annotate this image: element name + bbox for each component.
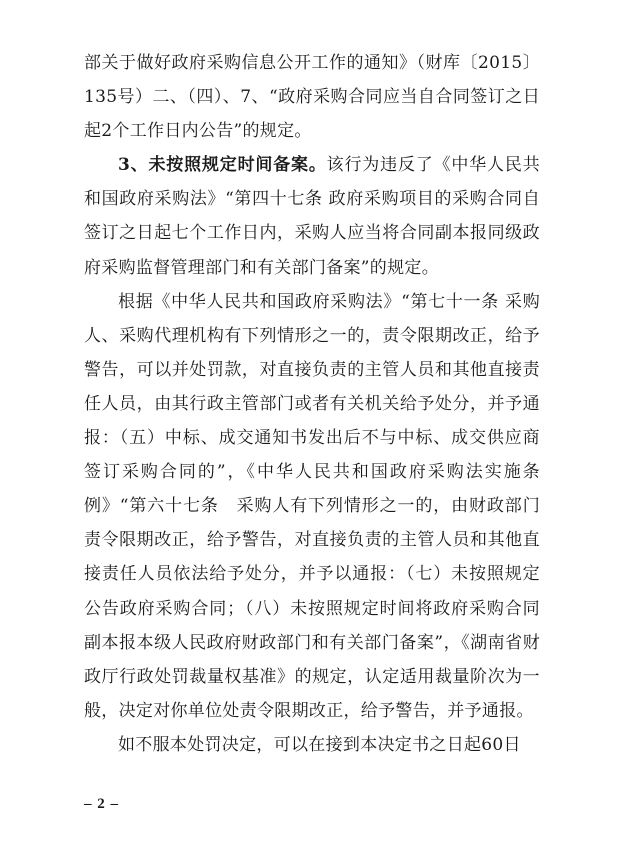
paragraph-text: 如不服本处罚决定，可以在接到本决定书之日起60日 — [118, 734, 521, 755]
page-number: – 2 – — [84, 796, 119, 812]
paragraph-heading: 3、未按照规定时间备案。 — [118, 155, 327, 176]
document-body — [84, 46, 540, 762]
paragraph-text: 该行为违反了《中华人民共和国政府采购法》“第四十七条 政府采购项目的采购合同自签订之日起七个工作日内，采购人应当将合同副本报同级政府采购监督管理部门和有关部门备案”的规定。 — [84, 155, 540, 278]
paragraph-item-3 — [84, 148, 540, 284]
paragraph-continuation — [84, 46, 540, 148]
paragraph-penalty-basis — [84, 285, 540, 728]
paragraph-appeal — [84, 728, 540, 762]
paragraph-text: 部关于做好政府采购信息公开工作的通知》（财库〔2015〕135号）二、（四）、7、“政府采购合同应当自合同签订之日起2个工作日内公告”的规定。 — [84, 53, 540, 142]
paragraph-text: 根据《中华人民共和国政府采购法》“第七十一条 采购人、采购代理机构有下列情形之一的，责令限期改正，给予警告，可以并处罚款，对直接负责的主管人员和其他直接责任人员，由其行政主管部门或者有关机关给予处分，并予通报：（五）中标、成交通知书发出后不与中标、成交供应商签订采购合同的”，《中华人民共和国政府采购法实施条例》“第六十七条 采购人有下列情形之一的，由财政部门责令限期改正，给予警告，对直接负责的主管人员和其他直接责任人员依法给予处分，并予以通报：（七）未按照规定公告政府采购合同；（八）未按照规定时间将政府采购合同副本报本级人民政府财政部门和有关部门备案”，《湖南省财政厅行政处罚裁量权基准》的规定，认定适用裁量阶次为一般，决定对你单位处责令限期改正，给予警告，并予通报。 — [84, 291, 540, 721]
